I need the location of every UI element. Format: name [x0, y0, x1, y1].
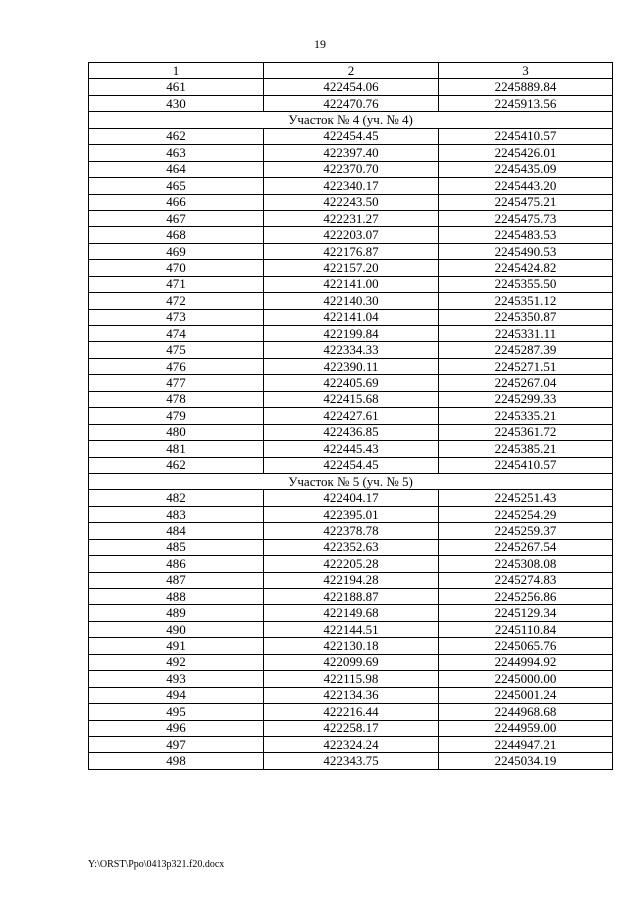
point-number-cell: 468: [89, 227, 264, 243]
y-coordinate-cell: 2245034.19: [439, 753, 613, 769]
table-row: [89, 128, 613, 144]
table-row: [89, 342, 613, 358]
point-number-cell: 478: [89, 391, 264, 407]
footer-file-path: Y:\ORST\Ppo\0413p321.f20.docx: [88, 859, 225, 870]
y-coordinate-cell: 2245889.84: [439, 79, 613, 95]
table-row: [89, 178, 613, 194]
y-coordinate-cell: 2245490.53: [439, 243, 613, 259]
point-number-cell: 491: [89, 638, 264, 654]
table-row: [89, 276, 613, 292]
y-coordinate-cell: 2245267.54: [439, 539, 613, 555]
coordinates-table: [88, 62, 613, 770]
table-row: [89, 260, 613, 276]
y-coordinate-cell: 2245355.50: [439, 276, 613, 292]
point-number-cell: 493: [89, 671, 264, 687]
x-coordinate-cell: 422157.20: [264, 260, 439, 276]
table-row: [89, 309, 613, 325]
table-row: [89, 375, 613, 391]
y-coordinate-cell: 2245308.08: [439, 556, 613, 572]
y-coordinate-cell: 2245331.11: [439, 326, 613, 342]
table-row: [89, 654, 613, 670]
table-row: [89, 671, 613, 687]
table-row: [89, 79, 613, 95]
x-coordinate-cell: 422404.17: [264, 490, 439, 506]
x-coordinate-cell: 422149.68: [264, 605, 439, 621]
y-coordinate-cell: 2245483.53: [439, 227, 613, 243]
y-coordinate-cell: 2244994.92: [439, 654, 613, 670]
x-coordinate-cell: 422141.04: [264, 309, 439, 325]
table-row: [89, 441, 613, 457]
x-coordinate-cell: 422216.44: [264, 704, 439, 720]
table-row: [89, 391, 613, 407]
table-row: [89, 243, 613, 259]
point-number-cell: 489: [89, 605, 264, 621]
point-number-cell: 472: [89, 293, 264, 309]
y-coordinate-cell: 2245256.86: [439, 589, 613, 605]
point-number-cell: 476: [89, 358, 264, 374]
x-coordinate-cell: 422130.18: [264, 638, 439, 654]
point-number-cell: 481: [89, 441, 264, 457]
table-row: [89, 589, 613, 605]
table-header-row: [89, 63, 613, 79]
point-number-cell: 462: [89, 128, 264, 144]
coordinates-table-body: [89, 63, 613, 770]
point-number-cell: 479: [89, 408, 264, 424]
x-coordinate-cell: 422205.28: [264, 556, 439, 572]
y-coordinate-cell: 2245424.82: [439, 260, 613, 276]
table-row: [89, 523, 613, 539]
table-row: [89, 736, 613, 752]
y-coordinate-cell: 2245443.20: [439, 178, 613, 194]
x-coordinate-cell: 422405.69: [264, 375, 439, 391]
table-row: [89, 704, 613, 720]
x-coordinate-cell: 422258.17: [264, 720, 439, 736]
table-row: [89, 408, 613, 424]
y-coordinate-cell: 2244968.68: [439, 704, 613, 720]
y-coordinate-cell: 2245000.00: [439, 671, 613, 687]
x-coordinate-cell: 422378.78: [264, 523, 439, 539]
y-coordinate-cell: 2245410.57: [439, 128, 613, 144]
x-coordinate-cell: 422324.24: [264, 736, 439, 752]
table-row: [89, 457, 613, 473]
point-number-cell: 462: [89, 457, 264, 473]
table-row: [89, 572, 613, 588]
table-row: [89, 638, 613, 654]
x-coordinate-cell: 422445.43: [264, 441, 439, 457]
x-coordinate-cell: 422203.07: [264, 227, 439, 243]
table-row: [89, 556, 613, 572]
x-coordinate-cell: 422415.68: [264, 391, 439, 407]
table-row: [89, 621, 613, 637]
y-coordinate-cell: 2245475.73: [439, 210, 613, 226]
point-number-cell: 477: [89, 375, 264, 391]
x-coordinate-cell: 422334.33: [264, 342, 439, 358]
y-coordinate-cell: 2245267.04: [439, 375, 613, 391]
point-number-cell: 492: [89, 654, 264, 670]
y-coordinate-cell: 2245350.87: [439, 309, 613, 325]
x-coordinate-cell: 422340.17: [264, 178, 439, 194]
y-coordinate-cell: 2245254.29: [439, 506, 613, 522]
table-row: [89, 506, 613, 522]
header-cell: 1: [89, 63, 264, 79]
x-coordinate-cell: 422397.40: [264, 145, 439, 161]
table-row: [89, 605, 613, 621]
y-coordinate-cell: 2245361.72: [439, 424, 613, 440]
point-number-cell: 475: [89, 342, 264, 358]
y-coordinate-cell: 2245287.39: [439, 342, 613, 358]
x-coordinate-cell: 422194.28: [264, 572, 439, 588]
y-coordinate-cell: 2245475.21: [439, 194, 613, 210]
y-coordinate-cell: 2244959.00: [439, 720, 613, 736]
table-row: [89, 145, 613, 161]
point-number-cell: 461: [89, 79, 264, 95]
table-row: [89, 539, 613, 555]
table-row: [89, 687, 613, 703]
x-coordinate-cell: 422188.87: [264, 589, 439, 605]
point-number-cell: 430: [89, 95, 264, 111]
header-cell: 2: [264, 63, 439, 79]
point-number-cell: 488: [89, 589, 264, 605]
x-coordinate-cell: 422144.51: [264, 621, 439, 637]
x-coordinate-cell: 422176.87: [264, 243, 439, 259]
table-row: [89, 720, 613, 736]
x-coordinate-cell: 422427.61: [264, 408, 439, 424]
point-number-cell: 464: [89, 161, 264, 177]
point-number-cell: 469: [89, 243, 264, 259]
point-number-cell: 483: [89, 506, 264, 522]
point-number-cell: 471: [89, 276, 264, 292]
point-number-cell: 486: [89, 556, 264, 572]
section-heading-row: [89, 112, 613, 128]
header-cell: 3: [439, 63, 613, 79]
point-number-cell: 465: [89, 178, 264, 194]
table-row: [89, 358, 613, 374]
x-coordinate-cell: 422141.00: [264, 276, 439, 292]
y-coordinate-cell: 2245299.33: [439, 391, 613, 407]
x-coordinate-cell: 422343.75: [264, 753, 439, 769]
point-number-cell: 490: [89, 621, 264, 637]
x-coordinate-cell: 422436.85: [264, 424, 439, 440]
x-coordinate-cell: 422454.45: [264, 457, 439, 473]
x-coordinate-cell: 422199.84: [264, 326, 439, 342]
x-coordinate-cell: 422395.01: [264, 506, 439, 522]
point-number-cell: 494: [89, 687, 264, 703]
y-coordinate-cell: 2245274.83: [439, 572, 613, 588]
y-coordinate-cell: 2245435.09: [439, 161, 613, 177]
y-coordinate-cell: 2245129.34: [439, 605, 613, 621]
section-heading: Участок № 5 (уч. № 5): [89, 473, 613, 489]
section-heading-row: [89, 473, 613, 489]
table-row: [89, 753, 613, 769]
table-row: [89, 490, 613, 506]
y-coordinate-cell: 2245913.56: [439, 95, 613, 111]
section-heading: Участок № 4 (уч. № 4): [89, 112, 613, 128]
y-coordinate-cell: 2245065.76: [439, 638, 613, 654]
x-coordinate-cell: 422370.70: [264, 161, 439, 177]
x-coordinate-cell: 422243.50: [264, 194, 439, 210]
point-number-cell: 467: [89, 210, 264, 226]
y-coordinate-cell: 2245251.43: [439, 490, 613, 506]
table-row: [89, 227, 613, 243]
point-number-cell: 498: [89, 753, 264, 769]
y-coordinate-cell: 2244947.21: [439, 736, 613, 752]
table-row: [89, 326, 613, 342]
x-coordinate-cell: 422115.98: [264, 671, 439, 687]
table-row: [89, 194, 613, 210]
y-coordinate-cell: 2245335.21: [439, 408, 613, 424]
table-row: [89, 161, 613, 177]
page-number: 19: [314, 37, 326, 51]
point-number-cell: 484: [89, 523, 264, 539]
x-coordinate-cell: 422352.63: [264, 539, 439, 555]
y-coordinate-cell: 2245110.84: [439, 621, 613, 637]
y-coordinate-cell: 2245410.57: [439, 457, 613, 473]
point-number-cell: 470: [89, 260, 264, 276]
y-coordinate-cell: 2245385.21: [439, 441, 613, 457]
point-number-cell: 474: [89, 326, 264, 342]
point-number-cell: 496: [89, 720, 264, 736]
x-coordinate-cell: 422454.45: [264, 128, 439, 144]
point-number-cell: 466: [89, 194, 264, 210]
point-number-cell: 473: [89, 309, 264, 325]
point-number-cell: 482: [89, 490, 264, 506]
y-coordinate-cell: 2245271.51: [439, 358, 613, 374]
y-coordinate-cell: 2245426.01: [439, 145, 613, 161]
point-number-cell: 480: [89, 424, 264, 440]
x-coordinate-cell: 422390.11: [264, 358, 439, 374]
table-row: [89, 424, 613, 440]
table-row: [89, 95, 613, 111]
point-number-cell: 485: [89, 539, 264, 555]
table-row: [89, 210, 613, 226]
x-coordinate-cell: 422099.69: [264, 654, 439, 670]
x-coordinate-cell: 422134.36: [264, 687, 439, 703]
point-number-cell: 463: [89, 145, 264, 161]
y-coordinate-cell: 2245001.24: [439, 687, 613, 703]
point-number-cell: 487: [89, 572, 264, 588]
y-coordinate-cell: 2245259.37: [439, 523, 613, 539]
y-coordinate-cell: 2245351.12: [439, 293, 613, 309]
x-coordinate-cell: 422454.06: [264, 79, 439, 95]
table-row: [89, 293, 613, 309]
point-number-cell: 495: [89, 704, 264, 720]
point-number-cell: 497: [89, 736, 264, 752]
x-coordinate-cell: 422140.30: [264, 293, 439, 309]
x-coordinate-cell: 422231.27: [264, 210, 439, 226]
x-coordinate-cell: 422470.76: [264, 95, 439, 111]
